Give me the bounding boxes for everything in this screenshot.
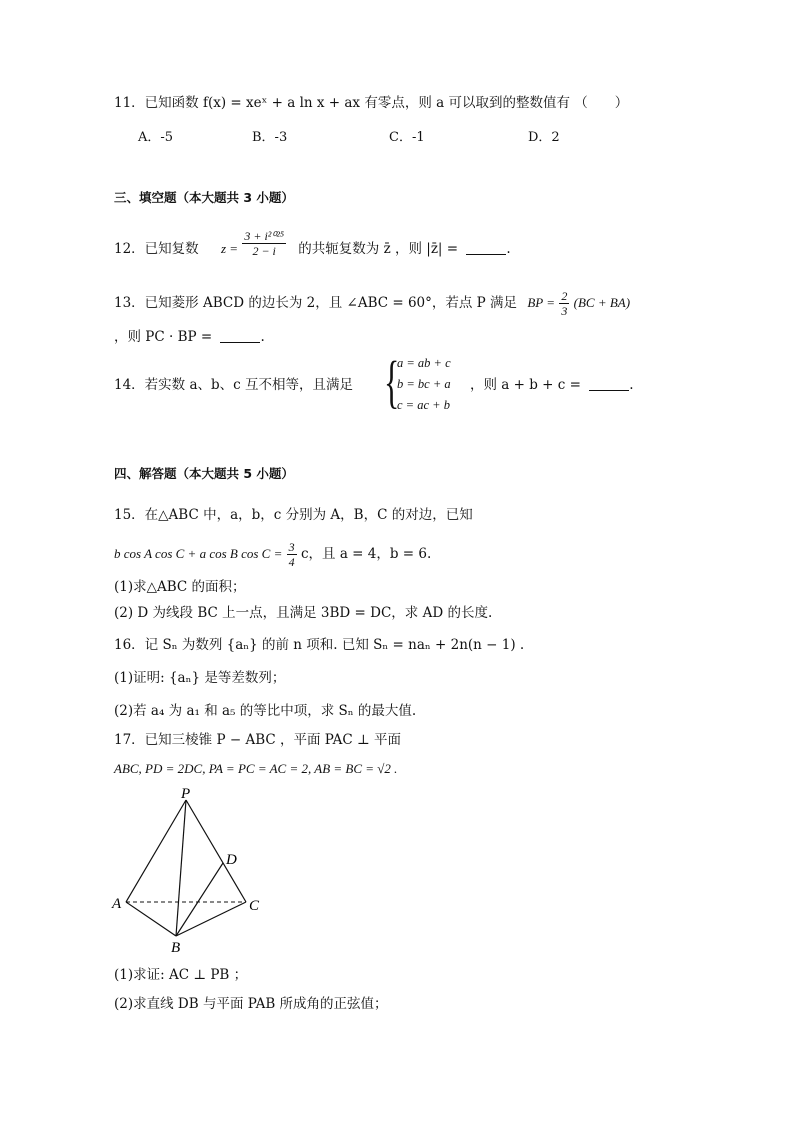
vertex-label-b: B [171,940,181,956]
edge-pa [126,800,186,902]
q14-eq-3: c = ac + b [397,398,450,412]
edge-ab [126,902,176,936]
q13-line1 [114,289,630,318]
q11-option-d: D．2 [528,130,560,145]
section-3-title: 三、填空题（本大题共 3 小题） [114,190,294,205]
q15-line2 [114,540,431,569]
q15-frac-denominator: 4 [288,555,295,569]
q12-pre: 12．已知复数 [114,241,199,257]
q15-line1: 15．在△ABC 中，a，b，c 分别为 A，B，C 的对边，已知 [114,507,473,523]
q15-part1: (1)求△ABC 的面积； [114,579,246,595]
q11-stem: 11．已知函数 f(x) = xeˣ + a ln x + ax 有零点，则 a 可以取到的整数值有 （ ） [114,95,629,111]
q16-part2: (2)若 a₄ 为 a₁ 和 a₅ 的等比中项，求 Sₙ 的最大值. [114,703,417,719]
q13-coef-denominator: 3 [561,304,568,318]
q14-answer-blank [589,378,629,391]
q13-bp-rhs: (BC + BA) [573,295,631,310]
vertex-label-c: C [249,898,260,914]
q16-line1: 16．记 Sₙ 为数列 {aₙ} 的前 n 项和. 已知 Sₙ = naₙ + 2n(n − 1) . [114,637,525,653]
q13-answer-blank [220,330,260,343]
q14-eq-2: b = bc + a [397,377,451,391]
section-4-title: 四、解答题（本大题共 5 小题） [114,466,294,481]
q13-coef-numerator: 2 [561,289,568,303]
q15-frac-numerator: 3 [288,540,295,554]
q12-fraction [242,229,286,258]
edge-pc [186,800,246,902]
tetrahedron-figure [110,784,270,956]
q14-post: ，则 a + b + c = [470,377,586,393]
q11-option-b: B．-3 [252,130,288,145]
q16-part1: (1)证明: {aₙ} 是等差数列； [114,670,286,686]
edge-pb [176,800,186,936]
q12-post: 的共轭复数为 z̄ ，则 |z̄| = [298,241,463,257]
vertex-label-d: D [226,852,237,868]
q12-z-lhs: z = [220,241,239,256]
q11-option-c: C．-1 [389,130,425,145]
q15-part2: (2) D 为线段 BC 上一点，且满足 3BD = DC，求 AD 的长度. [114,605,493,621]
q14-equation-system [397,353,451,416]
q13-line1-pre: 13．已知菱形 ABCD 的边长为 2，且 ∠ABC = 60°，若点 P 满足 [114,295,518,311]
q14-pre: 14．若实数 a、b、c 互不相等，且满足 [114,377,354,393]
q14-eq-1: a = ab + c [397,356,451,370]
q15-line2-post: c，且 a = 4，b = 6. [300,546,432,562]
q17-line1: 17．已知三棱锥 P − ABC ，平面 PAC ⊥ 平面 [114,732,401,748]
q14-system-brace: { [384,349,400,414]
q12-text: 12．已知复数 z = $\frac{\text{3 + i²⁰²⁵}}{2 - i}$ 的共轭复数为 z̄ ，则 |z̄| = . [114,229,511,258]
q13-line2: ，则 PC · BP = . [114,329,265,345]
q17-part1: (1)求证: AC ⊥ PB ； [114,967,248,983]
q13-line2-text: ，则 PC · BP = [114,329,217,345]
q12-frac-numerator: 3 + i²⁰²⁵ [244,229,284,243]
q12-frac-denominator: 2 − i [252,244,276,258]
q17-part2: (2)求直线 DB 与平面 PAB 所成角的正弦值； [114,996,388,1012]
q14-post-line: ，则 a + b + c = . [470,377,634,393]
q13-coefficient [559,289,569,318]
vertex-label-p: P [181,786,191,802]
q15-fraction [287,540,297,569]
q17-line2: ABC, PD = 2DC, PA = PC = AC = 2, AB = BC = √2 . [114,761,398,776]
q15-line2-pre: b cos A cos C + a cos B cos C = [114,546,283,561]
vertex-label-a: A [112,896,122,912]
q13-bp-lhs: BP = [527,295,556,310]
q11-option-a: A．-5 [138,130,174,145]
q12-answer-blank [466,242,506,255]
